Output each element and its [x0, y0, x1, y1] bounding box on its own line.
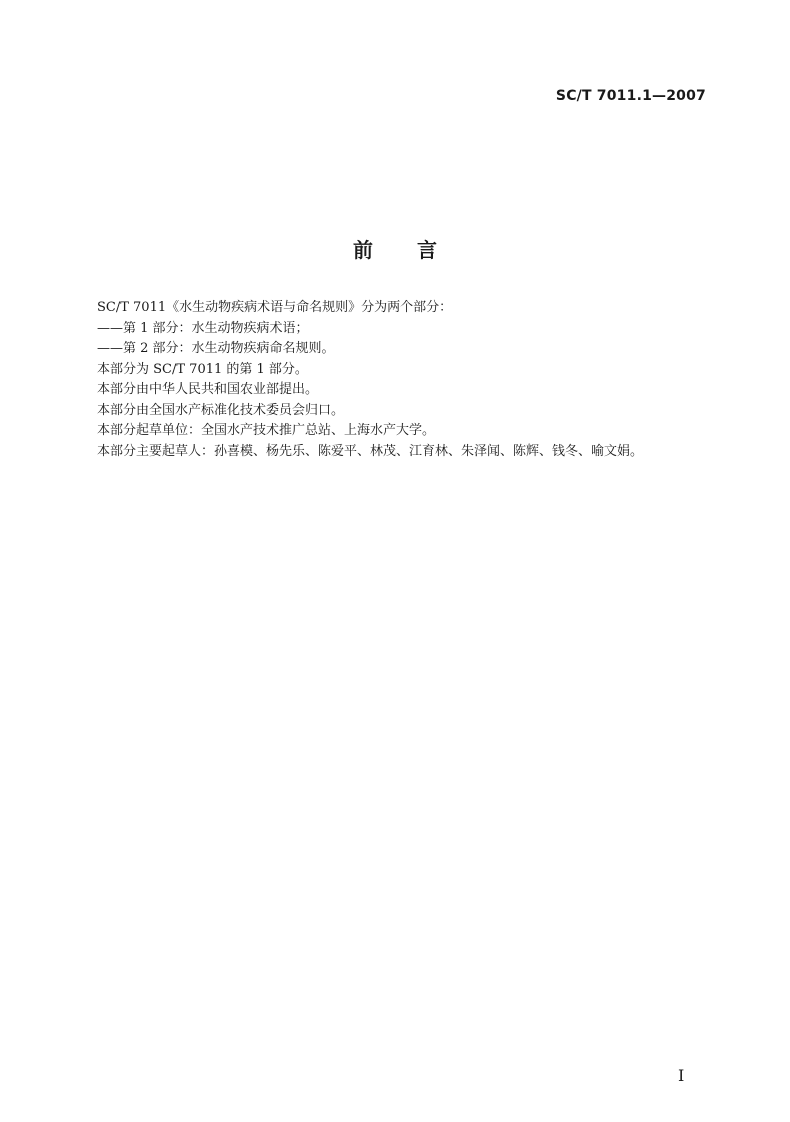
paragraph-parts-overview: SC/T 7011《水生动物疾病术语与命名规则》分为两个部分： [97, 300, 453, 315]
page-number: I [678, 1066, 685, 1085]
title-char-2: 言 [417, 238, 437, 262]
paragraph-this-part: 本部分为 SC/T 7011 的第 1 部分。 [97, 361, 308, 377]
paragraph-drafters: 本部分主要起草人：孙喜模、杨先乐、陈爱平、林茂、江育林、朱泽闻、陈辉、钱冬、喻文娟。 [97, 443, 644, 459]
paragraph-drafting-units: 本部分起草单位：全国水产技术推广总站、上海水产大学。 [97, 423, 436, 438]
paragraph-part-2: ——第 2 部分：水生动物疾病命名规则。 [97, 341, 335, 356]
title-char-1: 前 [353, 238, 373, 262]
standard-code: SC/T 7011.1—2007 [555, 88, 706, 104]
paragraph-proposed-by: 本部分由中华人民共和国农业部提出。 [97, 382, 319, 397]
paragraph-under-jurisdiction: 本部分由全国水产标准化技术委员会归口。 [97, 402, 345, 418]
paragraph-part-1: ——第 1 部分：水生动物疾病术语； [97, 320, 309, 336]
foreword-body [97, 298, 707, 462]
page-title [0, 234, 790, 263]
